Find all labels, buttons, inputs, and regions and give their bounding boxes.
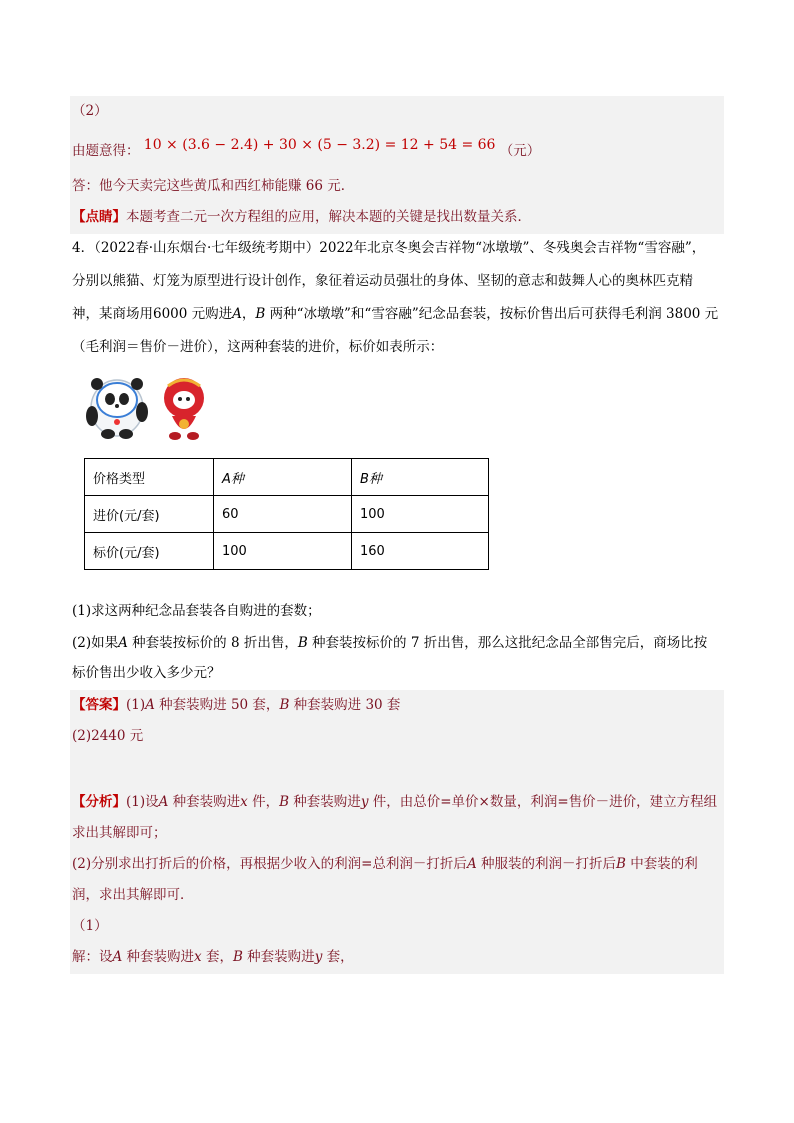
var-a: A [112, 949, 123, 965]
comment-line [72, 206, 531, 228]
table-header-cell: 价格类型 [85, 459, 214, 496]
solution-label: （1） [72, 918, 108, 934]
var-a: A [158, 794, 169, 810]
solution-shade-bottom [70, 690, 724, 974]
price-table [84, 458, 489, 570]
q4-sub-2 [72, 632, 707, 654]
answer-text: 种套装购进 30 套 [289, 697, 401, 713]
var-b: B [279, 697, 290, 713]
q4-text: 元购进 [187, 306, 233, 322]
calc-prefix: 由题意得： [72, 143, 140, 159]
analysis-text: 种套装购进 [289, 794, 361, 810]
table-row [85, 533, 489, 570]
analysis-line-1 [72, 791, 717, 813]
var-x: x [194, 949, 202, 965]
calc-expression: 10 × (3.6 − 2.4) + 30 × (5 − 3.2) = 12 + 54 = 66 [143, 137, 496, 153]
var-b: B [279, 794, 290, 810]
answer-line-2: (2)2440 元 [72, 728, 144, 744]
part2-calculation [72, 137, 541, 162]
var-y: y [314, 949, 323, 965]
var-a: A [118, 635, 128, 651]
q4-line-2: 分别以熊猫、灯笼为原型进行设计创作，象征着运动员强壮的身体、坚韧的意志和鼓舞人心的奥林匹克精 [72, 273, 693, 289]
part2-label: （2） [72, 103, 108, 119]
var-b: B [232, 949, 243, 965]
q4-amount: 6000 [153, 306, 188, 322]
q4-text: (2)如果 [72, 635, 119, 651]
var-b: B [255, 306, 266, 322]
q4-line-3 [72, 303, 718, 325]
shuey-rhon-rhon-image [158, 376, 210, 442]
var-a: A [232, 306, 242, 322]
table-cell: 标价(元/套) [85, 533, 214, 570]
var-a: A [466, 856, 477, 872]
q4-sub-1: (1)求这两种纪念品套装各自购进的套数； [72, 603, 321, 619]
table-row [85, 459, 489, 496]
table-cell: 160 [352, 533, 489, 570]
answer-text: (1) [126, 697, 146, 713]
analysis-text: (1)设 [126, 794, 159, 810]
analysis-tag: 【分析】 [72, 794, 126, 810]
solution-text: 套， [322, 949, 354, 965]
analysis-line-2: 求出其解即可； [72, 825, 167, 841]
q4-line-4: （毛利润＝售价－进价），这两种套装的进价，标价如表所示： [72, 339, 444, 355]
analysis-line-4: 润，求出其解即可． [72, 887, 194, 903]
solution-text: 种套装购进 [122, 949, 195, 965]
q4-text: 种套装按标价的 8 折出售， [127, 635, 298, 651]
q4-text: 两种“冰墩墩”和“雪容融”纪念品套装，按标价售出后可获得毛利润 3800 元 [265, 306, 719, 322]
bing-dwen-dwen-image [82, 372, 152, 442]
var-b: B [615, 856, 626, 872]
answer-tag: 【答案】 [72, 697, 126, 713]
var-x: x [240, 794, 248, 810]
analysis-text: 中套装的利 [625, 856, 698, 872]
table-cell: 60 [214, 496, 352, 533]
analysis-line-3 [72, 853, 698, 875]
q4-line-1: 4．（2022春·山东烟台·七年级统考期中）2022年北京冬奥会吉祥物“冰墩墩”、冬残奥会吉祥物“雪容融”， [72, 240, 706, 256]
solution-line [72, 946, 354, 968]
table-header-cell: B种 [352, 459, 489, 496]
answer-text: 种套装购进 50 套， [154, 697, 280, 713]
table-cell: 进价(元/套) [85, 496, 214, 533]
comment-tag: 【点睛】 [72, 209, 126, 225]
table-cell: 100 [214, 533, 352, 570]
solution-text: 解：设 [72, 949, 113, 965]
table-row [85, 496, 489, 533]
calc-suffix: （元） [499, 143, 541, 159]
var-b: B [297, 635, 308, 651]
analysis-text: 种套装购进 [168, 794, 241, 810]
solution-text: 套， [201, 949, 233, 965]
analysis-text: (2)分别求出打折后的价格，再根据少收入的利润=总利润－打折后 [72, 856, 467, 872]
analysis-text: 件，由总价=单价×数量，利润=售价－进价，建立方程组 [368, 794, 718, 810]
q4-sub-2-line-2: 标价售出少收入多少元？ [72, 665, 221, 681]
analysis-text: 种服装的利润－打折后 [476, 856, 616, 872]
part2-answer: 答：他今天卖完这些黄瓜和西红柿能赚 66 元． [72, 178, 355, 194]
comment-text: 本题考查二元一次方程组的应用，解决本题的关键是找出数量关系． [126, 209, 531, 225]
var-y: y [360, 794, 369, 810]
solution-text: 种套装购进 [242, 949, 315, 965]
table-header-cell: A种 [214, 459, 352, 496]
q4-text: 神，某商场用 [72, 306, 153, 322]
q4-text: 种套装按标价的 7 折出售，那么这批纪念品全部售完后，商场比按 [307, 635, 708, 651]
table-cell: 100 [352, 496, 489, 533]
answer-line-1 [72, 694, 400, 716]
analysis-text: 件， [247, 794, 280, 810]
q4-text: ， [241, 306, 256, 322]
var-a: A [145, 697, 155, 713]
